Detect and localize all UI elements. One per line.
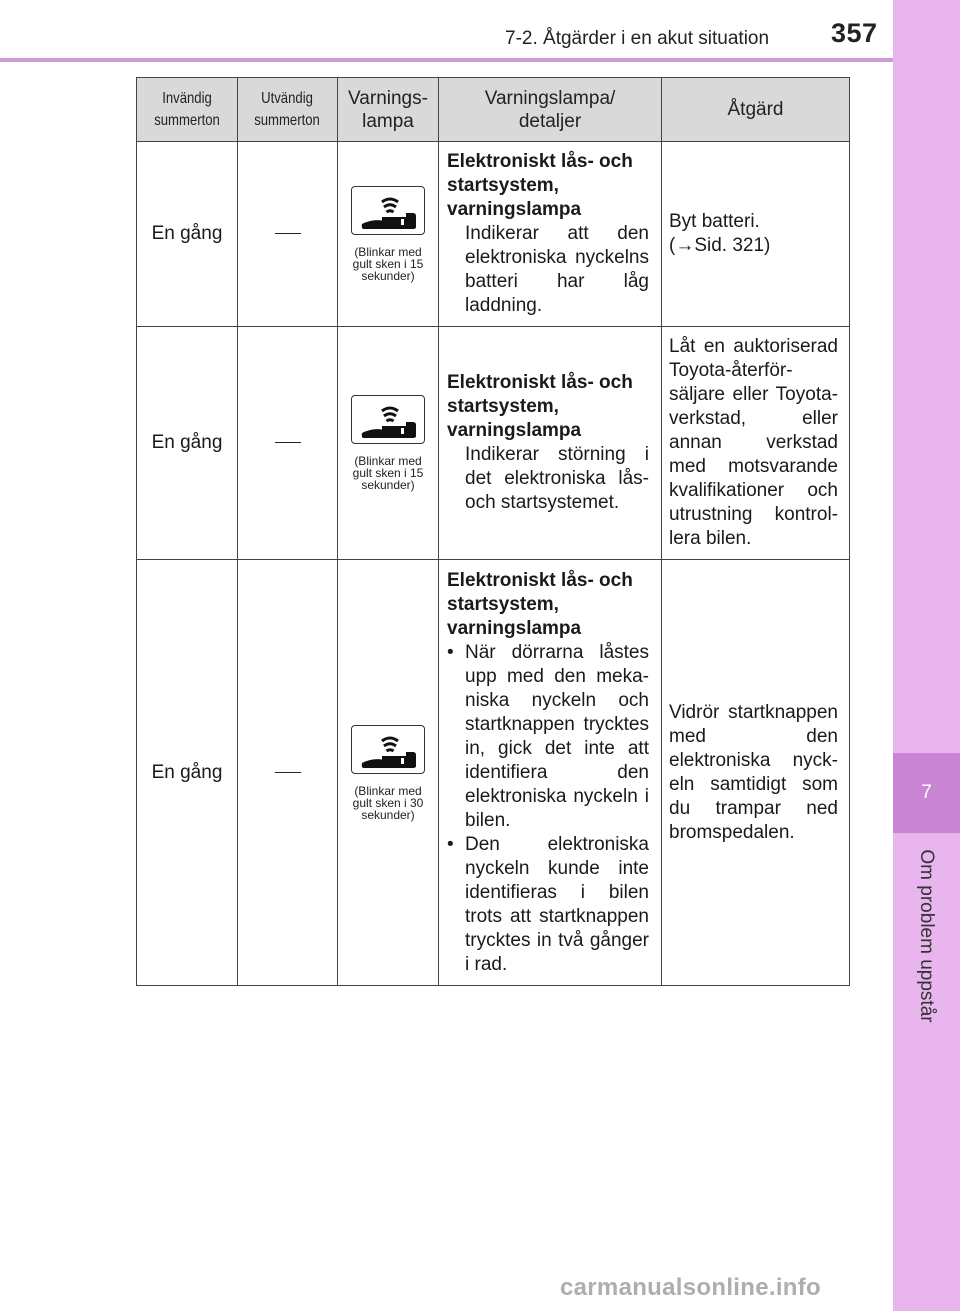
action-cell: Vidrör startknappen med den elektroniska nyckeln samtidigt som du trampar ned bromspedalen. <box>662 560 850 986</box>
header-inside-line2: summerton <box>154 111 220 129</box>
detail-title: Elektroniskt lås- och startsystem, varningslampa <box>447 372 633 441</box>
lamp-caption-line: gult sken i 15 <box>352 257 424 271</box>
dash-mark <box>275 442 301 443</box>
warning-lamp-cell <box>338 327 439 560</box>
bullet-marker: • <box>447 641 454 663</box>
detail-cell <box>439 560 662 986</box>
lamp-caption-line: sekunder) <box>361 269 415 283</box>
bullet-marker: • <box>447 833 454 855</box>
detail-title: Elektroniskt lås- och startsystem, varningslampa <box>447 569 633 639</box>
header-outside-chime <box>238 78 338 142</box>
warning-lamp-cell <box>338 560 439 986</box>
lamp-caption-line: (Blinkar med <box>354 245 422 259</box>
smart-key-warning-icon <box>351 395 425 444</box>
smart-key-warning-icon <box>351 725 425 774</box>
inside-chime-cell: En gång <box>137 327 238 560</box>
warning-table <box>136 77 850 986</box>
detail-bullet <box>447 833 649 977</box>
warning-lamp-cell <box>338 142 439 327</box>
header-inside-chime <box>137 78 238 142</box>
action-cell: Låt en auktoriserad Toyota-återförsäljare eller Toyota-verkstad, eller annan verkstad med motsvarande kvalifikationer och utrustning kontrollera bilen. <box>662 327 850 560</box>
header-details <box>439 78 662 142</box>
dash-mark <box>275 772 301 773</box>
outside-chime-cell <box>238 142 338 327</box>
detail-text: Indikerar att den elektroniska nyckelns batteri har låg laddning. <box>465 223 649 316</box>
lamp-caption-line: sekunder) <box>361 478 415 492</box>
dash-mark <box>275 233 301 234</box>
lamp-caption-line: (Blinkar med <box>354 454 422 468</box>
detail-title: Elektroniskt lås- och startsystem, varningslampa <box>447 151 633 220</box>
header-detail-line2: detaljer <box>518 110 582 132</box>
lamp-caption-line: (Blinkar med <box>354 783 422 798</box>
header-outside-line2: summerton <box>254 111 321 129</box>
detail-bullet <box>447 641 649 833</box>
table-row <box>137 327 850 560</box>
section-title: 7-2. Åtgärder i en akut situation <box>505 28 770 49</box>
watermark: carmanualsonline.info <box>560 1274 822 1301</box>
header-lamp-line1: Varnings- <box>348 87 428 109</box>
header-detail-line1: Varningslampa/ <box>484 87 616 109</box>
header-lamp-line2: lampa <box>362 110 414 132</box>
outside-chime-cell <box>238 560 338 986</box>
header-inside-line1: Invändig <box>162 89 212 107</box>
lamp-caption-line: gult sken i 15 <box>352 466 424 480</box>
page-number: 357 <box>831 18 878 48</box>
header-action: Åtgärd <box>662 78 850 142</box>
bullet-text: När dörrarna låstes upp med den mekaniska nyckeln och startknappen trycktes in, gick det inte att identifiera den elektroniska nyckeln i bilen. <box>465 641 649 831</box>
page-reference[interactable]: (→Sid. 321) <box>669 235 771 256</box>
chapter-number: 7 <box>921 782 932 803</box>
chapter-label: Om problem uppstår <box>916 849 937 1023</box>
smart-key-warning-icon <box>351 186 425 235</box>
header-outside-line1: Utvändig <box>261 89 314 107</box>
chapter-side-band <box>893 0 960 1311</box>
inside-chime-cell: En gång <box>137 560 238 986</box>
lamp-caption-line: gult sken i 30 <box>352 795 424 810</box>
inside-chime-cell: En gång <box>137 142 238 327</box>
detail-cell <box>439 327 662 560</box>
outside-chime-cell <box>238 327 338 560</box>
header-rule <box>0 58 893 62</box>
detail-cell <box>439 142 662 327</box>
detail-text: Indikerar störning i det elektroniska lås- och startsystemet. <box>465 444 649 513</box>
action-text: Byt batteri. <box>669 211 760 232</box>
table-row <box>137 142 850 327</box>
table-row <box>137 560 850 986</box>
action-cell <box>662 142 850 327</box>
lamp-caption-line: sekunder) <box>361 807 415 822</box>
table-header-row <box>137 78 850 142</box>
header-warning-lamp <box>338 78 439 142</box>
bullet-text: Den elektroniska nyckeln kunde inte identifieras i bilen trots att startknappen trycktes in två gånger i rad. <box>465 833 649 975</box>
chapter-tab[interactable] <box>893 753 960 833</box>
